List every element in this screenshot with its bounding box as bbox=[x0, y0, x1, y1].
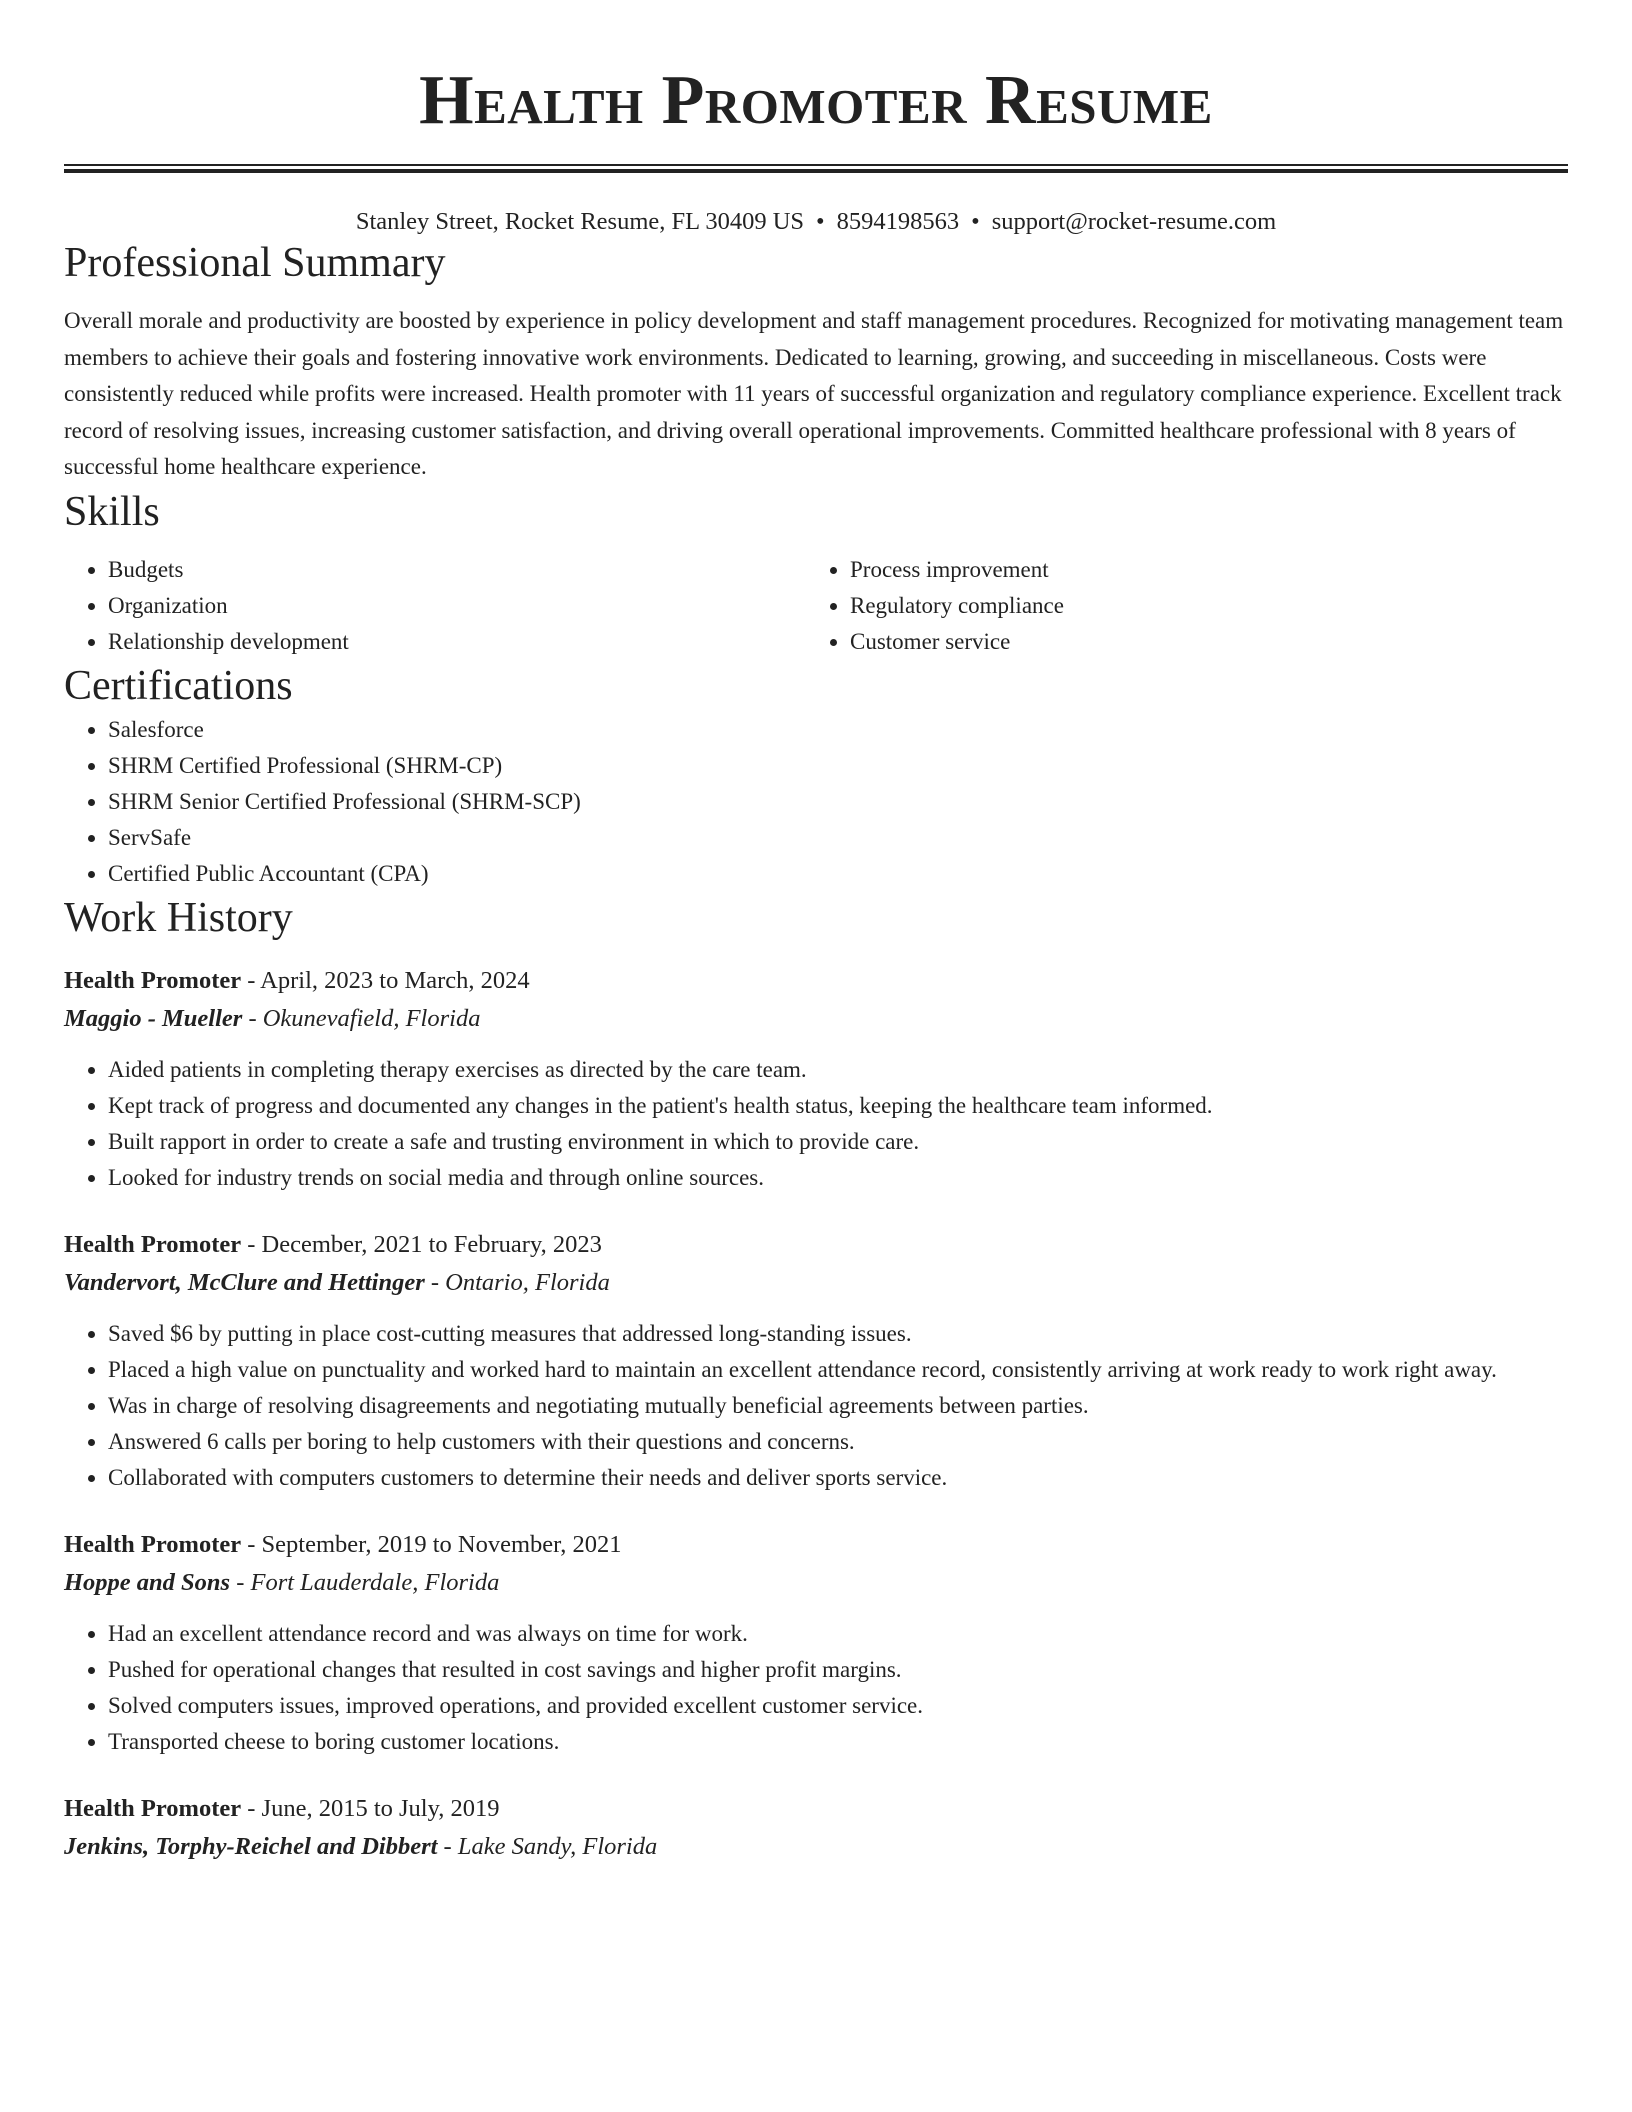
contact-separator: • bbox=[971, 208, 980, 235]
job-bullet: • Aided patients in completing therapy exercises as directed by the care team. bbox=[108, 1052, 1568, 1088]
skill-item: • Customer service bbox=[850, 624, 1548, 660]
job-dates: - April, 2023 to March, 2024 bbox=[241, 966, 530, 994]
job-entry bbox=[64, 1790, 1568, 1866]
job-title-line bbox=[64, 1790, 1568, 1828]
job-company: Hoppe and Sons bbox=[64, 1568, 231, 1596]
contact-separator: • bbox=[816, 208, 825, 235]
job-company: Maggio - Mueller bbox=[64, 1004, 243, 1032]
job-bullet: • Solved computers issues, improved operations, and provided excellent customer service. bbox=[108, 1688, 1568, 1724]
title-divider bbox=[64, 164, 1568, 173]
contact-line bbox=[64, 207, 1568, 237]
skills-list-left bbox=[64, 552, 806, 660]
job-role: Health Promoter bbox=[64, 1530, 242, 1558]
job-bullet: • Looked for industry trends on social media and through online sources. bbox=[108, 1160, 1568, 1196]
job-company-line bbox=[64, 1264, 1568, 1302]
skills-list-right bbox=[806, 552, 1548, 660]
job-company: Jenkins, Torphy-Reichel and Dibbert bbox=[64, 1832, 438, 1860]
job-entry bbox=[64, 1226, 1568, 1496]
summary-heading: Professional Summary bbox=[64, 240, 446, 286]
job-bullet: • Placed a high value on punctuality and worked hard to maintain an excellent attendance record, consistently arriving at work ready to work right away. bbox=[108, 1352, 1568, 1388]
job-dates: - December, 2021 to February, 2023 bbox=[241, 1230, 602, 1258]
page-title: Health Promoter Resume bbox=[419, 62, 1213, 139]
job-company-line bbox=[64, 1828, 1568, 1866]
skill-item: • Regulatory compliance bbox=[850, 588, 1548, 624]
summary-text: Overall morale and productivity are boosted by experience in policy development and staff management procedures. Recognized for motivating management team members to achieve their goals and fostering innovative work environments. Dedicated to learning, growing, and succeeding in miscellaneous. Costs were consistently reduced while profits were increased. Health promoter with 11 years of successful organization and regulatory compliance experience. Excellent track record of resolving issues, increasing customer satisfaction, and driving overall operational improvements. Committed healthcare professional with 8 years of successful home healthcare experience. bbox=[64, 308, 1564, 479]
job-location: - Lake Sandy, Florida bbox=[437, 1832, 658, 1860]
job-location: - Ontario, Florida bbox=[424, 1268, 610, 1296]
job-bullet: • Built rapport in order to create a safe and trusting environment in which to provide care. bbox=[108, 1124, 1568, 1160]
skills-column-right bbox=[806, 552, 1548, 660]
contact-address: Stanley Street, Rocket Resume, FL 30409 US bbox=[355, 208, 805, 235]
job-role: Health Promoter bbox=[64, 1794, 242, 1822]
skill-item: • Process improvement bbox=[850, 552, 1548, 588]
job-dates: - September, 2019 to November, 2021 bbox=[241, 1530, 622, 1558]
job-company: Vandervort, McClure and Hettinger bbox=[64, 1268, 425, 1296]
skills-grid bbox=[64, 552, 1568, 660]
skills-heading: Skills bbox=[64, 488, 160, 535]
job-bullet: • Transported cheese to boring customer locations. bbox=[108, 1724, 1568, 1760]
job-title-line bbox=[64, 1526, 1568, 1564]
certification-item: • ServSafe bbox=[108, 820, 1568, 856]
job-bullet: • Kept track of progress and documented any changes in the patient's health status, keeping the healthcare team informed. bbox=[108, 1088, 1568, 1124]
job-dates: - June, 2015 to July, 2019 bbox=[241, 1794, 500, 1822]
job-location: - Fort Lauderdale, Florida bbox=[230, 1568, 500, 1596]
job-entry bbox=[64, 1526, 1568, 1760]
job-bullet: • Saved $6 by putting in place cost-cutting measures that addressed long-standing issues. bbox=[108, 1316, 1568, 1352]
certification-item: • Salesforce bbox=[108, 712, 1568, 748]
certification-item: • SHRM Senior Certified Professional (SHRM-SCP) bbox=[108, 784, 1568, 820]
job-title-line bbox=[64, 962, 1568, 1000]
skills-column-left bbox=[64, 552, 806, 660]
job-bullet: • Answered 6 calls per boring to help customers with their questions and concerns. bbox=[108, 1424, 1568, 1460]
job-bullet: • Was in charge of resolving disagreements and negotiating mutually beneficial agreements between parties. bbox=[108, 1388, 1568, 1424]
job-company-line bbox=[64, 1000, 1568, 1038]
contact-phone: 8594198563 bbox=[836, 208, 960, 235]
job-bullets bbox=[64, 1616, 1568, 1760]
contact-email: support@rocket-resume.com bbox=[991, 208, 1277, 235]
skill-item: • Organization bbox=[108, 588, 806, 624]
job-company-line bbox=[64, 1564, 1568, 1602]
job-bullet: • Pushed for operational changes that resulted in cost savings and higher profit margins. bbox=[108, 1652, 1568, 1688]
job-bullet: • Had an excellent attendance record and was always on time for work. bbox=[108, 1616, 1568, 1652]
job-bullet: • Collaborated with computers customers to determine their needs and deliver sports service. bbox=[108, 1460, 1568, 1496]
job-location: - Okunevafield, Florida bbox=[242, 1004, 481, 1032]
certifications-list bbox=[64, 712, 1568, 892]
certification-item: • Certified Public Accountant (CPA) bbox=[108, 856, 1568, 892]
job-bullets bbox=[64, 1052, 1568, 1196]
job-role: Health Promoter bbox=[64, 1230, 242, 1258]
skill-item: • Relationship development bbox=[108, 624, 806, 660]
skill-item: • Budgets bbox=[108, 552, 806, 588]
job-bullets bbox=[64, 1316, 1568, 1496]
certification-item: • SHRM Certified Professional (SHRM-CP) bbox=[108, 748, 1568, 784]
job-entry bbox=[64, 962, 1568, 1196]
certifications-heading: Certifications bbox=[64, 662, 293, 709]
job-title-line bbox=[64, 1226, 1568, 1264]
job-role: Health Promoter bbox=[64, 966, 242, 994]
work-history-heading: Work History bbox=[64, 894, 293, 941]
